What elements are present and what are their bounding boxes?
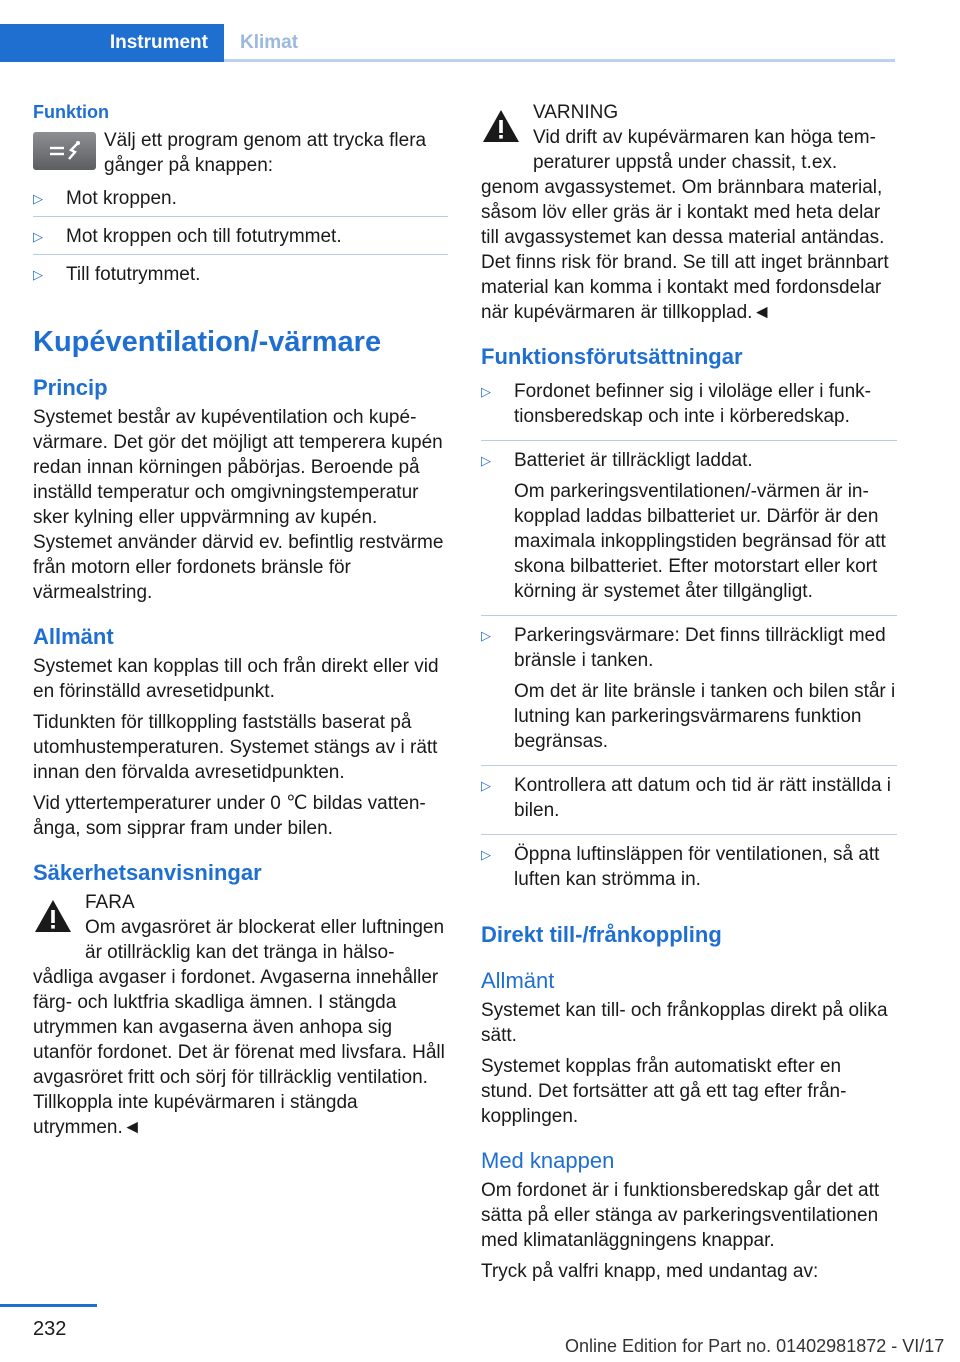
tab-instrument[interactable]: Instrument (0, 24, 224, 62)
list-item: ▷ Parkeringsvärmare: Det finns tillräckligt med bränsle i tanken. Om det är lite bränsle i tanken och bilen står i lutning kan parkeringsvärmarens funktion begränsas. (481, 623, 897, 766)
varning-text: Vid drift av kupévärmaren kan höga temperaturer uppstå under chassit, t.ex. genom avgassystemet. Om brännbara material, såsom löv eller gräs är i kontakt med heta delar till avgassystemet kan dessa material antändas. Det finns risk för brand. Se till att inget brännbart material kan komma i kontakt med fordonsdelar när kupévärmaren är tillkopplad.◄ (481, 127, 889, 323)
header-divider (224, 59, 895, 62)
triangle-right-icon: ▷ (33, 267, 43, 282)
allmant-heading: Allmänt (33, 624, 114, 649)
allmant-paragraph-2: Tidunkten för tillkoppling fastställs baserat på utomhustemperaturen. Systemet stängs av i rätt innan den förvalda avresetidpunkten. (33, 712, 438, 783)
list-item: ▷ Batteriet är tillräckligt laddat. Om parkeringsventilationen/-värmen är inkopplad laddas bilbatteriet ur. Därför är den maximala inkopplingstiden begränsad för att skona bilbatteriet. Efter motorstart eller kort körning är systemet åter tillgängligt. (481, 448, 897, 616)
warning-triangle-icon (481, 108, 521, 144)
direkt-heading: Direkt till-/frånkoppling (481, 922, 722, 947)
warning-triangle-icon (33, 898, 73, 934)
list-item: ▷ Mot kroppen. (33, 186, 448, 217)
section-title: Kupéventilation/-värmare (33, 326, 382, 358)
forutsattningar-list (481, 379, 897, 903)
funktion-heading: Funktion (33, 102, 109, 122)
knappen-heading: Med knappen (481, 1148, 615, 1173)
right-column (481, 100, 897, 1290)
princip-text: Systemet består av kupéventilation och kupévärmare. Det gör det möjligt att temperera kupén redan innan körningen påbörjas. Beroende på inställd temperatur och omgivningstemperatur sker kylning eller uppvärmning av kupén. Systemet använder därvid ev. befintlig restvärme från motorn eller fordonets bränsle för värmealstring. (33, 407, 444, 603)
sakerhet-heading: Säkerhetsanvisningar (33, 860, 262, 885)
funktion-list (33, 186, 448, 292)
seat-airflow-button-icon (33, 132, 96, 170)
list-item: ▷ Fordonet befinner sig i viloläge eller i funktionsberedskap och inte i körberedskap. (481, 379, 897, 441)
forutsattningar-heading: Funktionsförutsättningar (481, 344, 743, 369)
triangle-right-icon: ▷ (481, 628, 491, 643)
fara-text: Om avgasröret är blockerat eller luftningen är otillräcklig kan det tränga in hälsovådliga avgaser i fordonet. Avgaserna innehåller färg- och luktfria skadliga ämnen. I stängda utrymmen kan avgaserna även anhopa sig utanför fordonet. Det är förenat med livsfara. Håll avgasröret fritt och sörj för tillräcklig ventilation. Tillkoppla inte kupévärmaren i stängda utrymmen.◄ (33, 917, 445, 1138)
edition-text: Online Edition for Part no. 01402981872 - VI/17 (565, 1336, 945, 1356)
triangle-right-icon: ▷ (481, 453, 491, 468)
varning-label: VARNING (533, 102, 619, 123)
varning-warning (481, 100, 897, 325)
knappen-paragraph-1: Om fordonet är i funktionsberedskap går det att sätta på eller stänga av parkeringsventilationen med klimatanläggningens knappar. (481, 1180, 880, 1251)
header-bar (0, 0, 895, 62)
list-item: ▷ Mot kroppen och till fotutrymmet. (33, 224, 448, 255)
allmant-heading-right: Allmänt (481, 968, 555, 993)
triangle-right-icon: ▷ (481, 778, 491, 793)
allmant-paragraph-1: Systemet kan kopplas till och från direkt eller vid en förinställd avresetidpunkt. (33, 656, 439, 702)
allmant-paragraph-3: Vid yttertemperaturer under 0 ℃ bildas vattenånga, som sipprar fram under bilen. (33, 793, 426, 839)
triangle-right-icon: ▷ (33, 229, 43, 244)
allmant-right-paragraph-1: Systemet kan till- och frånkopplas direkt på olika sätt. (481, 1000, 888, 1046)
triangle-right-icon: ▷ (33, 191, 43, 206)
fara-label: FARA (85, 892, 135, 913)
funktion-text: Välj ett program genom att trycka flera gånger på knappen: (104, 130, 427, 176)
tab-klimat[interactable]: Klimat (240, 32, 299, 53)
allmant-right-paragraph-2: Systemet kopplas från automatiskt efter en stund. Det fortsätter att gå ett tag efter frånkopplingen. (481, 1056, 847, 1127)
footer-divider (0, 1304, 97, 1307)
left-column (33, 100, 448, 1140)
triangle-right-icon: ▷ (481, 847, 491, 862)
funktion-row (33, 128, 448, 178)
knappen-paragraph-2: Tryck på valfri knapp, med undantag av: (481, 1261, 819, 1282)
princip-heading: Princip (33, 375, 108, 400)
triangle-right-icon: ▷ (481, 384, 491, 399)
page-number: 232 (33, 1318, 67, 1340)
list-item: ▷ Kontrollera att datum och tid är rätt inställda i bilen. (481, 773, 897, 835)
list-item: ▷ Öppna luftinsläppen för ventilationen, så att luften kan strömma in. (481, 844, 880, 890)
fara-warning (33, 890, 448, 1140)
list-item: ▷ Till fotutrymmet. (33, 264, 201, 285)
